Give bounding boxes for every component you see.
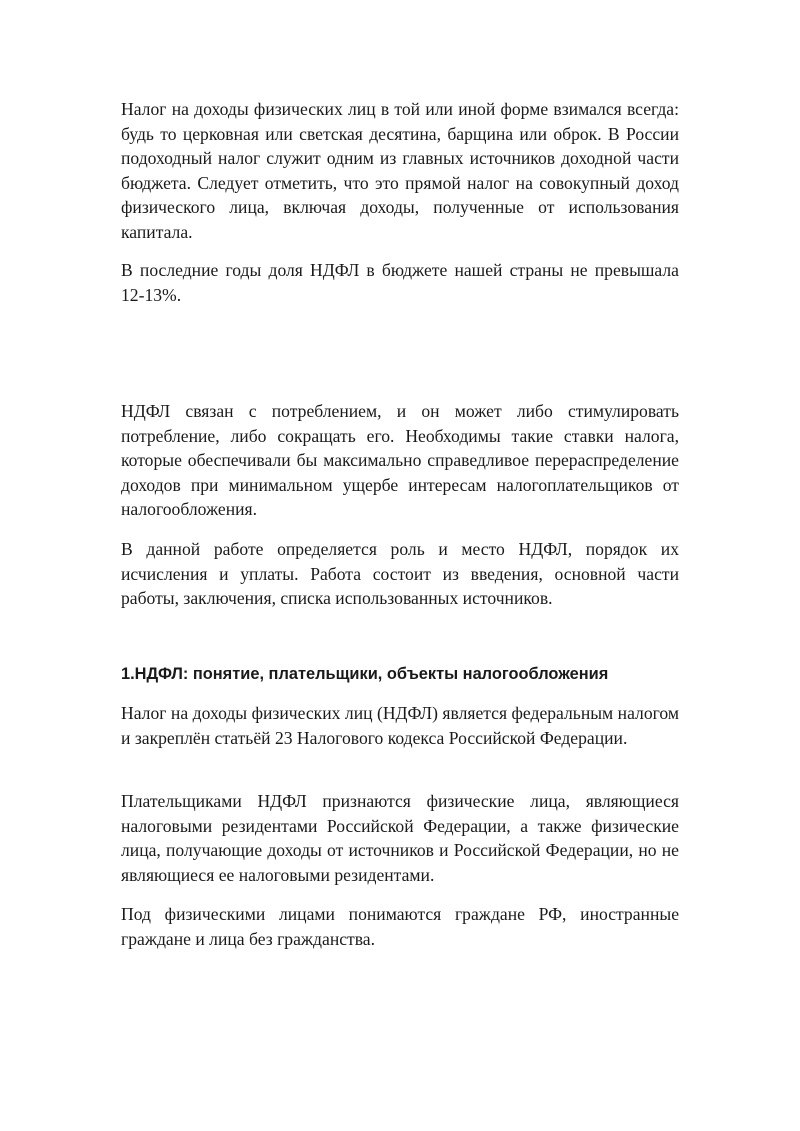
section-heading: 1.НДФЛ: понятие, плательщики, объекты налогообложения [121, 665, 609, 683]
paragraph-work-structure: В данной работе определяется роль и место НДФЛ, порядок их исчисления и уплаты. Работа состоит из введения, основной части работы, заключения, списка использованных источников. [121, 539, 679, 609]
paragraph-budget-share: В последние годы доля НДФЛ в бюджете нашей страны не превышала 12-13%. [121, 260, 679, 305]
paragraph-consumption: НДФЛ связан с потреблением, и он может либо стимулировать потребление, либо сокращать его. Необходимы такие ставки налога, которые обеспечивали бы максимально справедливое перераспределение доходов при минимальном ущербе интересам налогоплательщиков от налогообложения. [121, 401, 679, 520]
paragraph-individuals: Под физическими лицами понимаются граждане РФ, иностранные граждане и лица без гражданства. [121, 904, 679, 949]
paragraph-payers: Плательщиками НДФЛ признаются физические лица, являющиеся налоговыми резидентами Российской Федерации, а также физические лица, получающие доходы от источников и Российской Федерации, но не являющиеся ее налоговыми резидентами. [121, 791, 679, 885]
paragraph-definition: Налог на доходы физических лиц (НДФЛ) является федеральным налогом и закреплён статьёй 23 Налогового кодекса Российской Федерации. [121, 703, 679, 748]
paragraph-intro-history: Налог на доходы физических лиц в той или иной форме взимался всегда: будь то церковная или светская десятина, барщина или оброк. В России подоходный налог служит одним из главных источников доходной части бюджета. Следует отметить, что это прямой налог на совокупный доход физического лица, включая доходы, полученные от использования капитала. [121, 99, 679, 242]
